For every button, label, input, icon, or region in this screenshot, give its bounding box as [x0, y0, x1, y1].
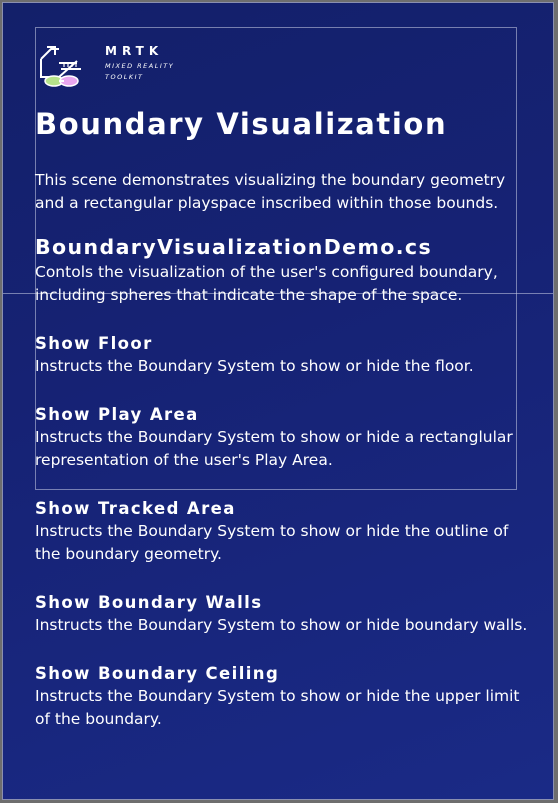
section-show-play-area: [35, 403, 535, 472]
section-heading: Show Floor: [35, 334, 153, 353]
section-heading: Show Boundary Ceiling: [35, 664, 280, 683]
brand-tagline-2: TOOLKIT: [105, 73, 144, 81]
section-heading: Show Play Area: [35, 405, 199, 424]
section-show-boundary-ceiling: [35, 662, 535, 731]
brand-name: MRTK: [105, 44, 164, 58]
section-show-floor: [35, 332, 535, 378]
section-description: Instructs the Boundary System to show or hide a rectanglular representation of the user's Play Area.: [35, 428, 513, 469]
boundary-visualization-panel: [2, 2, 554, 800]
section-heading: Show Tracked Area: [35, 499, 236, 518]
page-title: Boundary Visualization: [35, 107, 448, 141]
script-description: Contols the visualization of the user's configured boundary, including spheres that indicate the shape of the space.: [35, 263, 498, 304]
brand-tagline-1: MIXED REALITY: [105, 62, 175, 70]
mrtk-brand: [105, 44, 174, 83]
script-name: BoundaryVisualizationDemo.cs: [35, 235, 433, 259]
section-show-boundary-walls: [35, 591, 535, 637]
section-description: Instructs the Boundary System to show or hide the upper limit of the boundary.: [35, 687, 520, 728]
content: [35, 107, 535, 731]
mrtk-logo-icon: [37, 41, 87, 89]
section-description: Instructs the Boundary System to show or hide the outline of the boundary geometry.: [35, 522, 509, 563]
section-description: Instructs the Boundary System to show or hide the floor.: [35, 357, 474, 375]
section-show-tracked-area: [35, 497, 535, 566]
section-heading: Show Boundary Walls: [35, 593, 263, 612]
section-description: Instructs the Boundary System to show or hide boundary walls.: [35, 616, 528, 634]
intro-text: This scene demonstrates visualizing the boundary geometry and a rectangular playspace inscribed within those bounds.: [35, 171, 506, 212]
